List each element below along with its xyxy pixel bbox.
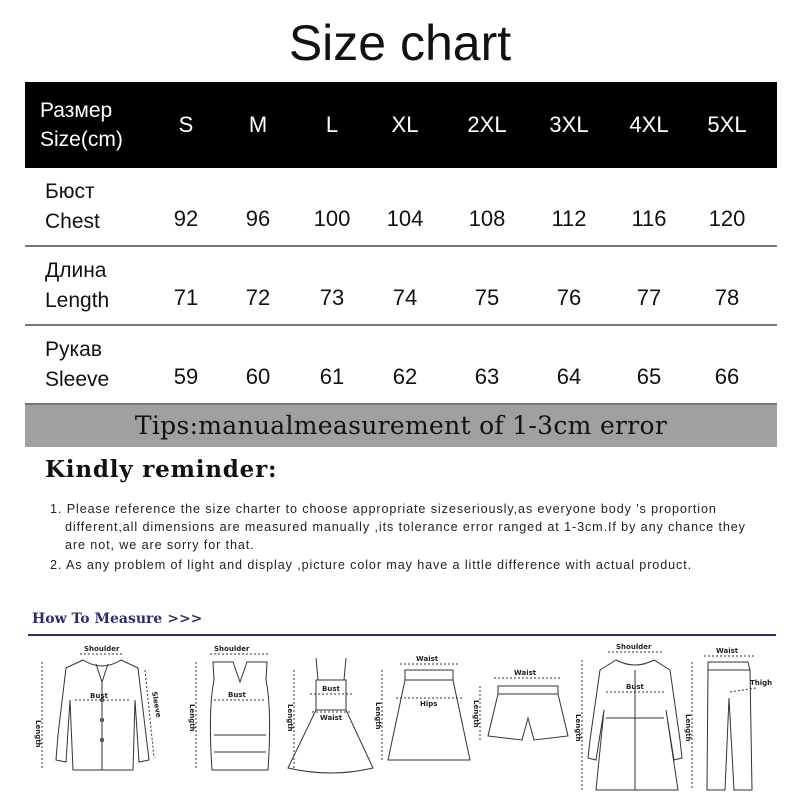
table-cell: 120 bbox=[708, 206, 746, 231]
size-header-cell: 4XL bbox=[629, 112, 669, 137]
label-length: Length bbox=[188, 704, 196, 732]
table-cell: 108 bbox=[468, 206, 506, 231]
label-hips: Hips bbox=[420, 700, 438, 708]
skirt-illustration bbox=[382, 664, 470, 760]
table-cell: 104 bbox=[386, 206, 424, 231]
trousers-illustration bbox=[692, 656, 756, 790]
label-waist: Waist bbox=[716, 647, 739, 655]
reminder-note: 1. Please reference the size charter to choose appropriate sizeseriously,as everyone body 's proportion different,all dimensions are measured manually ,its tolerance error ranged at 1-3cm.If by any chance they are not, we are sorry for that. bbox=[50, 502, 746, 552]
size-header-cell: XL bbox=[391, 112, 419, 137]
size-header-cell: S bbox=[178, 112, 194, 137]
row-label bbox=[25, 256, 165, 316]
label-waist: Waist bbox=[416, 655, 439, 663]
row-label bbox=[25, 335, 165, 395]
table-cell: 59 bbox=[173, 364, 199, 389]
label-length: Length bbox=[574, 714, 582, 742]
table-cell: 63 bbox=[474, 364, 500, 389]
label-shoulder: Shoulder bbox=[214, 645, 250, 653]
header-label-en: Size(cm) bbox=[40, 128, 123, 151]
label-length: Length bbox=[286, 704, 294, 732]
table-cell: 76 bbox=[556, 285, 582, 310]
row-label-en: Sleeve bbox=[45, 367, 110, 391]
label-length: Length bbox=[684, 714, 692, 742]
table-cell: 74 bbox=[392, 285, 418, 310]
row-cells bbox=[165, 168, 777, 245]
label-bust: Bust bbox=[626, 683, 644, 691]
coat-illustration bbox=[582, 652, 682, 790]
row-label-ru: Длина bbox=[45, 258, 107, 282]
vest-illustration bbox=[196, 654, 270, 770]
table-cell: 66 bbox=[714, 364, 740, 389]
table-cell: 112 bbox=[551, 206, 587, 231]
reminder-note: 2. As any problem of light and display ,picture color may have a little difference with actual product. bbox=[50, 558, 692, 572]
table-cell: 65 bbox=[636, 364, 662, 389]
page-title: Size chart bbox=[288, 15, 512, 71]
label-length: Length bbox=[34, 720, 42, 748]
label-shoulder: Shoulder bbox=[616, 643, 652, 651]
row-cells bbox=[165, 326, 777, 403]
size-header-cell: 3XL bbox=[549, 112, 589, 137]
row-label-en: Chest bbox=[45, 209, 100, 233]
how-to-measure-heading: How To Measure >>> bbox=[32, 611, 203, 627]
table-row-sleeve bbox=[25, 326, 777, 405]
size-header-cell: 5XL bbox=[707, 112, 747, 137]
row-label-ru: Рукав bbox=[45, 337, 102, 361]
table-cell: 96 bbox=[245, 206, 271, 231]
size-table bbox=[25, 82, 777, 405]
table-row-length bbox=[25, 247, 777, 326]
table-cell: 60 bbox=[245, 364, 271, 389]
label-thigh: Thigh bbox=[750, 679, 773, 687]
label-length: Length bbox=[374, 702, 382, 730]
row-label-en: Length bbox=[45, 288, 110, 312]
how-to-measure-illustrations bbox=[28, 640, 778, 795]
row-label-ru: Бюст bbox=[45, 179, 95, 203]
label-sleeve: Sleeve bbox=[150, 690, 163, 719]
label-bust: Bust bbox=[322, 685, 340, 693]
shorts-illustration bbox=[480, 678, 568, 740]
size-header-cell: L bbox=[325, 112, 339, 137]
row-cells bbox=[165, 247, 777, 324]
row-label bbox=[25, 177, 165, 237]
table-cell: 71 bbox=[173, 285, 199, 310]
table-cell: 64 bbox=[556, 364, 582, 389]
table-cell: 61 bbox=[319, 364, 345, 389]
blouse-illustration bbox=[42, 654, 154, 770]
label-waist: Waist bbox=[320, 714, 343, 722]
reminder-notes bbox=[50, 500, 770, 576]
size-header-cell: M bbox=[248, 112, 268, 137]
size-table-header bbox=[25, 82, 777, 168]
label-bust: Bust bbox=[228, 691, 246, 699]
table-row-chest bbox=[25, 168, 777, 247]
table-cell: 72 bbox=[245, 285, 271, 310]
label-bust: Bust bbox=[90, 692, 108, 700]
table-cell: 116 bbox=[631, 206, 667, 231]
size-header-cell: 2XL bbox=[467, 112, 507, 137]
label-length: Length bbox=[472, 700, 480, 728]
label-shoulder: Shoulder bbox=[84, 645, 120, 653]
reminder-title: Kindly reminder: bbox=[45, 456, 278, 483]
size-header-cells bbox=[165, 82, 777, 168]
table-cell: 78 bbox=[714, 285, 740, 310]
table-cell: 75 bbox=[474, 285, 500, 310]
table-cell: 73 bbox=[319, 285, 345, 310]
header-label bbox=[25, 96, 165, 154]
label-waist: Waist bbox=[514, 669, 537, 677]
divider bbox=[28, 634, 776, 636]
tips-banner: Tips:manualmeasurement of 1-3cm error bbox=[25, 405, 777, 447]
table-cell: 62 bbox=[392, 364, 418, 389]
header-label-ru: Размер bbox=[40, 99, 113, 122]
table-cell: 77 bbox=[636, 285, 662, 310]
table-cell: 100 bbox=[313, 206, 351, 231]
table-cell: 92 bbox=[173, 206, 199, 231]
